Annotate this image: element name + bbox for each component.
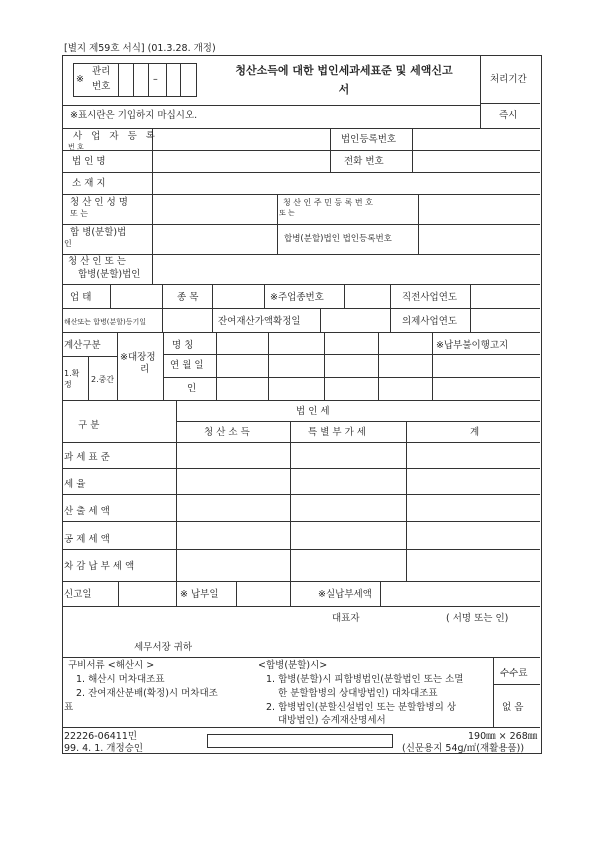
calc-type-label: 계산구분 — [64, 340, 101, 351]
calc-birth-label-2: 인 — [187, 383, 197, 394]
residual-date-label: 잔여재산가액확정일 — [218, 316, 301, 327]
row-net-payable-tax: 차 감 납 부 세 액 — [64, 561, 135, 572]
mgmt-dash: – — [153, 74, 158, 85]
fee-label: 수수료 — [500, 668, 528, 679]
corp-name-label: 법 인 명 — [72, 156, 106, 167]
calc-option-confirm-1: 1.확 — [64, 369, 80, 378]
merger-corp-label: 합 병(분할)법 — [70, 227, 127, 238]
signature-hint: ( 서명 또는 인) — [446, 613, 509, 624]
row-deducted-tax: 공 제 세 액 — [64, 534, 110, 545]
liquidator-address-label-2: 합병(분할)법인 — [78, 269, 141, 280]
form-title-line-1: 청산소득에 대한 법인세과세표준 및 세액신고 — [235, 64, 453, 77]
merger-corp-reg-label: 합병(분할)법인 법인등록번호 — [284, 234, 392, 244]
footer-paper: (신문용지 54g/㎡(재활용품)) — [402, 743, 525, 754]
mgmt-label-2: 번호 — [92, 81, 111, 92]
docs-merge-2b: 대방법인) 승계재산명세서 — [278, 715, 386, 726]
calc-birth-label-1: 연 월 일 — [170, 360, 204, 371]
row-tax-rate: 세 율 — [64, 479, 86, 490]
form-number: [별지 제59호 서식] (01.3.28. 개정) — [64, 43, 216, 54]
form-title-line-2: 서 — [338, 83, 350, 96]
liquidator-id-label-2: 또 는 — [279, 209, 295, 217]
dissolve-date-label: 해산또는 합병(분할)등기일 — [64, 318, 147, 326]
docs-dissolve-2: 2. 잔여재산분배(확정)시 머차대조 — [76, 688, 218, 699]
phone-label: 전화 번호 — [344, 156, 384, 167]
section-header: 구 분 — [78, 420, 100, 431]
business-type-label: 업 태 — [70, 292, 92, 303]
docs-merge-1a: 1. 합병(분할)시 피합병법인(분할법인 또는 소멸 — [266, 674, 464, 685]
corp-reg-label: 법인등록번호 — [341, 134, 397, 145]
row-calculated-tax: 산 출 세 액 — [64, 506, 110, 517]
col-liquidation-income: 청 산 소 득 — [204, 427, 250, 438]
col-total: 계 — [470, 427, 480, 438]
footer-approval: 99. 4. 1. 개정승인 — [64, 743, 144, 754]
tax-office-label: 세무서장 귀하 — [134, 642, 193, 653]
mgmt-star: ※ — [76, 74, 84, 85]
address-label: 소 재 지 — [72, 178, 106, 189]
row-tax-base: 과 세 표 준 — [64, 452, 110, 463]
col-special-surtax: 특 별 부 가 세 — [308, 427, 366, 438]
docs-merge-1b: 한 분할합병의 상대방법인) 대차대조표 — [278, 688, 438, 699]
payment-date-label: ※ 납부일 — [180, 589, 219, 600]
corp-tax-header: 법 인 세 — [296, 406, 330, 417]
calc-option-interim: 2.중간 — [91, 375, 115, 384]
fee-value: 없 음 — [502, 702, 524, 713]
last-year-label: 직전사업연도 — [402, 292, 458, 303]
main-code-label: ※주업종번호 — [270, 292, 324, 303]
non-payment-label: ※납부불이행고지 — [436, 340, 509, 351]
liquidator-id-label: 청 산 인 주 민 등 록 번 호 — [283, 198, 373, 207]
fiscal-year-label: 의제사업연도 — [402, 316, 458, 327]
representative-label: 대표자 — [332, 613, 360, 624]
processing-period-value: 즉시 — [499, 110, 518, 121]
processing-period-label: 처리기간 — [490, 74, 527, 85]
docs-dissolve-1: 1. 해산시 머차대조표 — [76, 674, 165, 685]
footer-size: 190㎜ × 268㎜ — [468, 731, 538, 742]
footer-stamp-box — [207, 734, 393, 748]
merger-corp-label-2: 인 — [64, 239, 72, 248]
report-date-label: 신고일 — [64, 589, 92, 600]
liquidator-name-label-2: 또 는 — [70, 209, 88, 218]
biz-reg-label-2: 번 호 — [68, 143, 84, 151]
docs-merge-2a: 2. 합병법인(분할신설법인 또는 분할합병의 상 — [266, 702, 457, 713]
calc-option-confirm-2: 정 — [64, 380, 72, 389]
ledger-label-2: 리 — [140, 364, 150, 375]
notice-text: ※표시란은 기입하지 마십시오. — [70, 110, 198, 121]
category-label: 종 목 — [177, 292, 199, 303]
docs-dissolve-2b: 표 — [64, 702, 74, 713]
actual-paid-label: ※실납부세액 — [318, 589, 372, 600]
liquidator-address-label-1: 청 산 인 또 는 — [68, 256, 126, 267]
biz-reg-label: 사 업 자 등 록 — [73, 131, 158, 142]
liquidator-name-label: 청 산 인 성 명 — [70, 197, 128, 208]
mgmt-label-1: 관리 — [92, 66, 111, 77]
calc-name-label: 명 칭 — [172, 340, 194, 351]
docs-header-merge: <합병(분할)시> — [258, 660, 328, 671]
footer-code: 22226-06411민 — [64, 731, 138, 742]
ledger-label-1: ※대장정 — [120, 352, 156, 363]
docs-header-dissolve: 구비서류 <해산시 > — [68, 660, 155, 671]
